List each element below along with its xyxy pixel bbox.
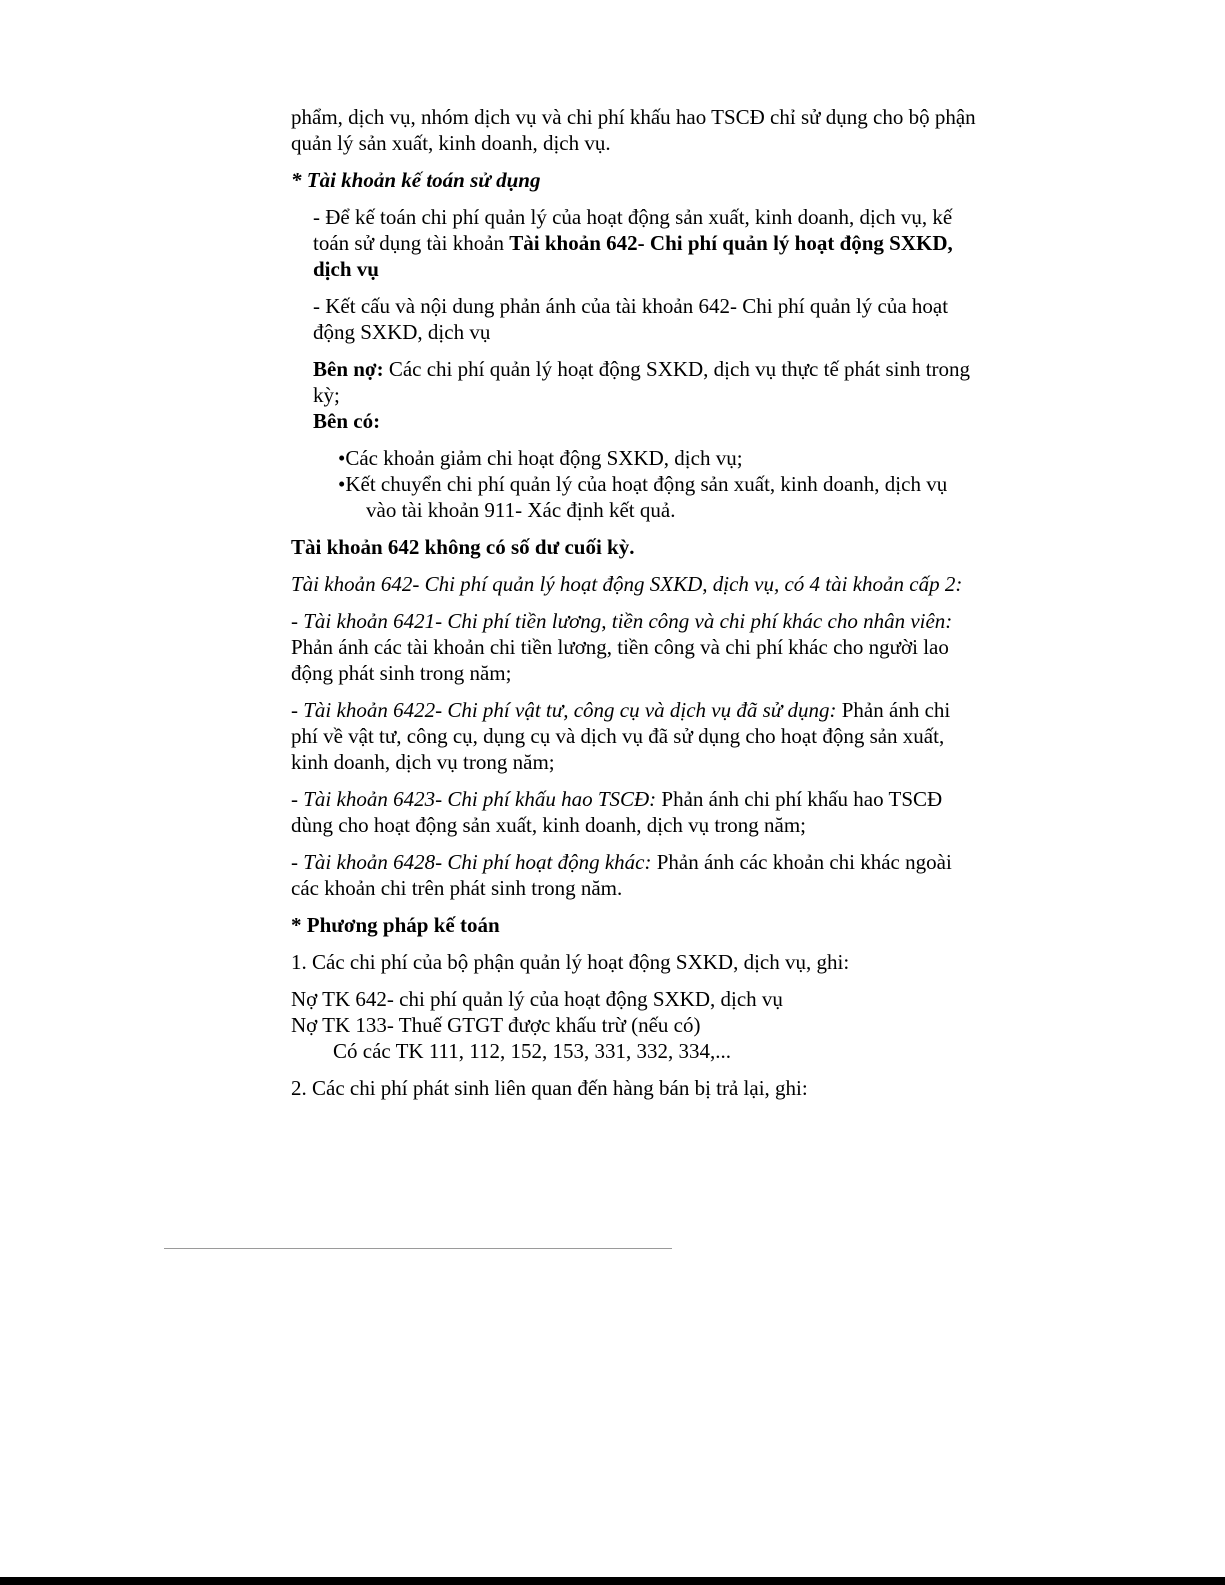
account-6423-title: - Tài khoản 6423- Chi phí khấu hao TSCĐ: [291, 787, 657, 811]
paragraph-structure: - Kết cấu và nội dung phản ánh của tài khoản 642- Chi phí quản lý của hoạt động SXKD, dịch vụ [313, 294, 949, 344]
entry-credit-accounts: Có các TK 111, 112, 152, 153, 331, 332, 334,... [333, 1039, 731, 1063]
entry-debit-133: Nợ TK 133- Thuế GTGT được khấu trừ (nếu có) [291, 1013, 701, 1037]
account-6423-text: Phản ánh chi phí khấu hao TSCĐ dùng cho hoạt động sản xuất, kinh doanh, dịch vụ trong năm; [291, 787, 943, 837]
debit-side [291, 356, 981, 408]
account-6422-text: Phản ánh chi phí về vật tư, công cụ, dụng cụ và dịch vụ đã sử dụng cho hoạt động sản xuất, kinh doanh, dịch vụ trong năm; [291, 698, 951, 774]
document-body [291, 104, 981, 1101]
account-6421-text: Phản ánh các tài khoản chi tiền lương, tiền công và chi phí khác cho người lao động phát sinh trong năm; [291, 635, 949, 685]
step-1: 1. Các chi phí của bộ phận quản lý hoạt động SXKD, dịch vụ, ghi: [291, 950, 850, 974]
no-balance-note: Tài khoản 642 không có số dư cuối kỳ. [291, 535, 635, 559]
account-usage-text: - Để kế toán chi phí quản lý của hoạt động sản xuất, kinh doanh, dịch vụ, kế toán sử dụng tài khoản [313, 205, 953, 255]
entry-debit-642: Nợ TK 642- chi phí quản lý của hoạt động SXKD, dịch vụ [291, 987, 783, 1011]
credit-bullet-2: •Kết chuyển chi phí quản lý của hoạt động sản xuất, kinh doanh, dịch vụ [338, 472, 948, 496]
page-bottom-border [0, 1577, 1225, 1585]
credit-label: Bên có: [313, 409, 381, 433]
account-6428-title: - Tài khoản 6428- Chi phí hoạt động khác: [291, 850, 652, 874]
credit-bullet-1: •Các khoản giảm chi hoạt động SXKD, dịch vụ; [338, 446, 743, 470]
paragraph-account-usage [291, 204, 981, 282]
credit-bullet-2-cont: vào tài khoản 911- Xác định kết quả. [366, 498, 676, 522]
footnote-separator [164, 1248, 672, 1249]
step-2: 2. Các chi phí phát sinh liên quan đến hàng bán bị trả lại, ghi: [291, 1076, 808, 1100]
account-642-name: Tài khoản 642- Chi phí quản lý hoạt động SXKD, dịch vụ [313, 231, 953, 281]
intro-paragraph: phẩm, dịch vụ, nhóm dịch vụ và chi phí khấu hao TSCĐ chỉ sử dụng cho bộ phận quản lý sản xuất, kinh doanh, dịch vụ. [291, 105, 976, 155]
debit-text: Các chi phí quản lý hoạt động SXKD, dịch vụ thực tế phát sinh trong kỳ; [313, 357, 971, 407]
account-6428-text: Phản ánh các khoản chi khác ngoài các khoản chi trên phát sinh trong năm. [291, 850, 952, 900]
section-heading-method: * Phương pháp kế toán [291, 913, 500, 937]
account-6421-title: - Tài khoản 6421- Chi phí tiền lương, tiền công và chi phí khác cho nhân viên: [291, 609, 953, 633]
section-heading-accounts: * Tài khoản kế toán sử dụng [291, 168, 541, 192]
account-6423 [291, 786, 981, 838]
account-6422 [291, 697, 981, 775]
debit-label: Bên nợ: [313, 357, 384, 381]
account-6428 [291, 849, 981, 901]
sub-accounts-intro: Tài khoản 642- Chi phí quản lý hoạt động SXKD, dịch vụ, có 4 tài khoản cấp 2: [291, 572, 963, 596]
account-6421 [291, 608, 981, 686]
account-6422-title: - Tài khoản 6422- Chi phí vật tư, công cụ và dịch vụ đã sử dụng: [291, 698, 837, 722]
